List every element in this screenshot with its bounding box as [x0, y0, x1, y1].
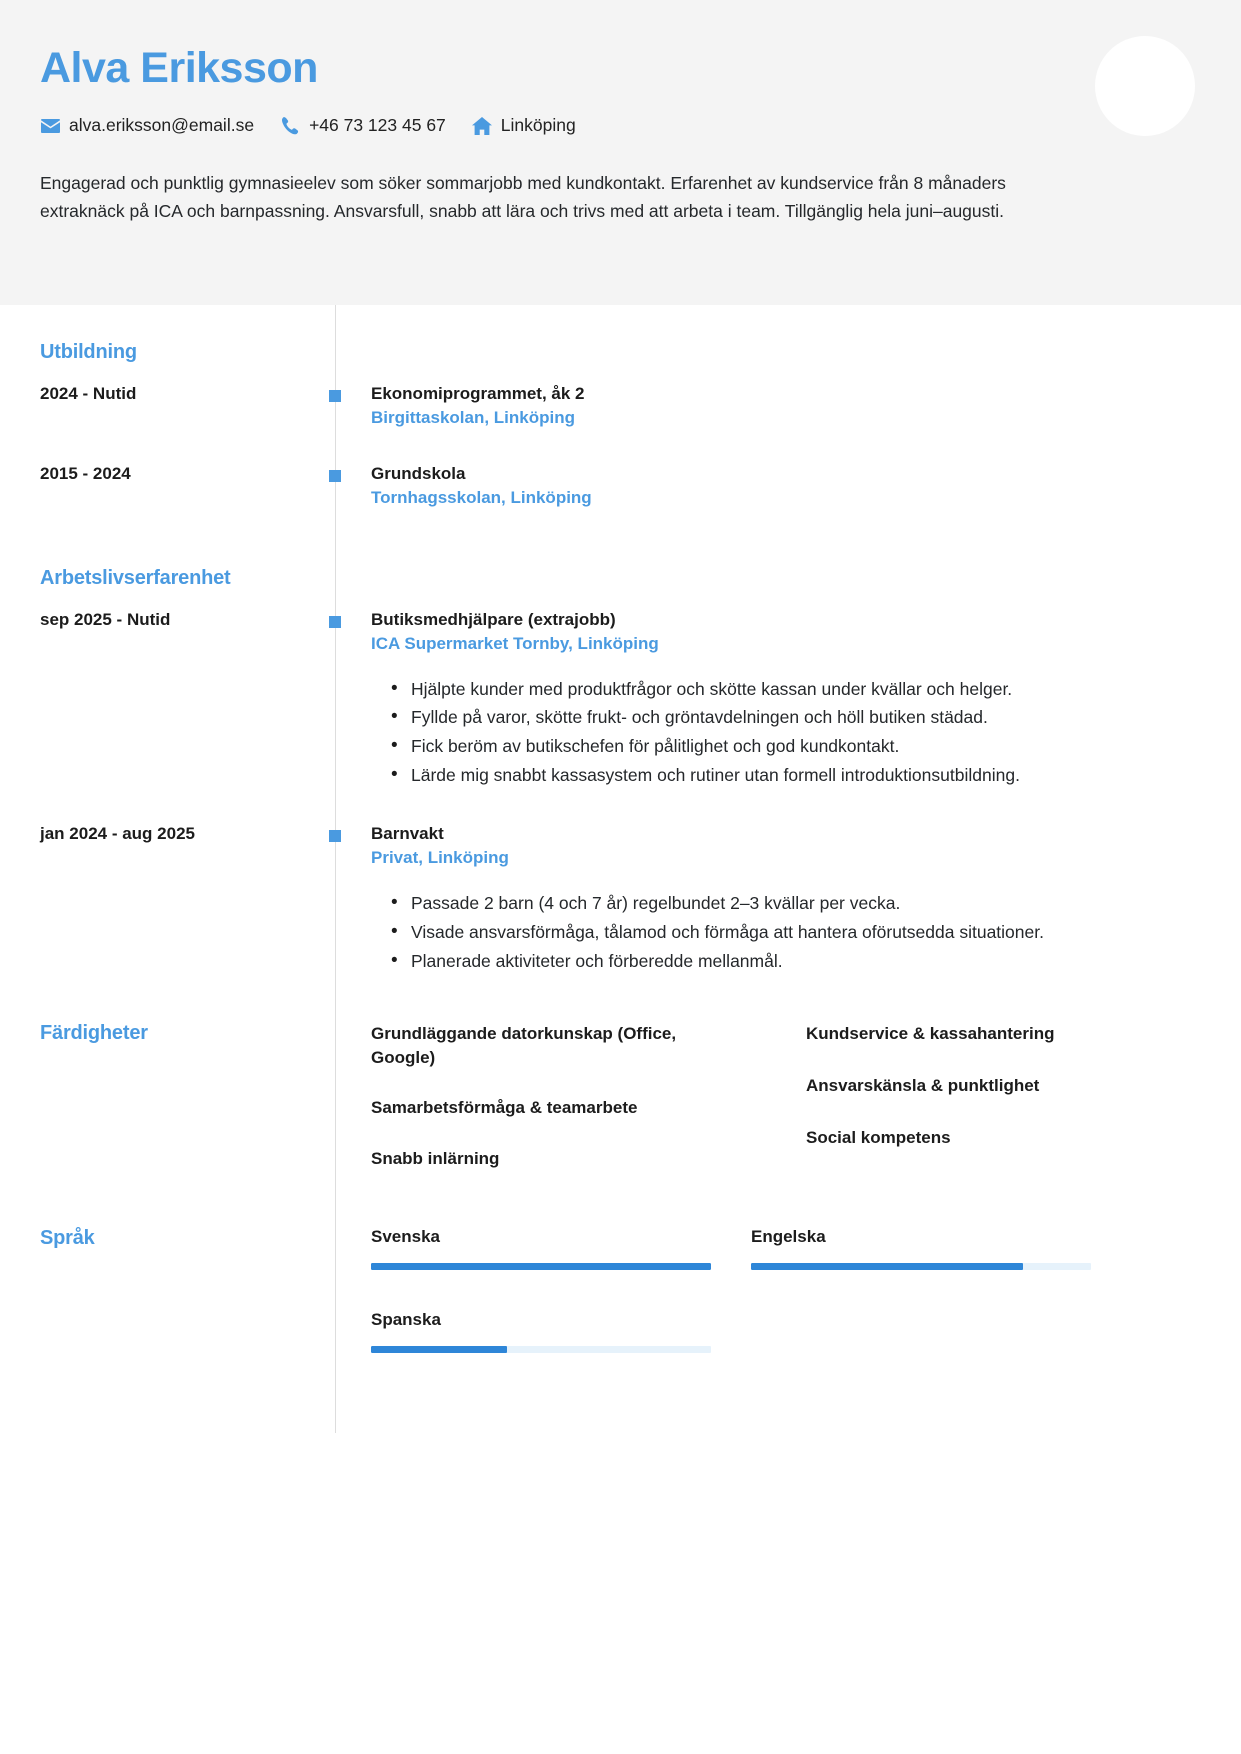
- education-entry: [40, 462, 1201, 510]
- list-item: • Passade 2 barn (4 och 7 år) regelbundet 2–3 kvällar per vecka.: [411, 890, 1201, 917]
- language-name: Engelska: [751, 1226, 826, 1246]
- profile-summary: Engagerad och punktlig gymnasieelev som söker sommarjobb med kundkontakt. Erfarenhet av kundservice från 8 månaders extraknäck på ICA och barnpassning. Ansvarsfull, snabb att lära och trivs med att arbeta i team. Tillgänglig hela juni–augusti.: [40, 173, 1006, 221]
- language-level-fill: [371, 1263, 711, 1270]
- contact-email-value: alva.eriksson@email.se: [69, 115, 255, 136]
- education-entry-school: Tornhagsskolan, Linköping: [371, 488, 592, 508]
- list-item: • Lärde mig snabbt kassasystem och rutiner utan formell introduktionsutbildning.: [411, 762, 1201, 789]
- experience-entry: [40, 608, 1201, 791]
- contact-location-value: Linköping: [500, 115, 576, 136]
- education-entry-school: Birgittaskolan, Linköping: [371, 408, 576, 428]
- education-entry-title: Ekonomiprogrammet, åk 2: [371, 384, 585, 403]
- section-title-languages: Språk: [40, 1226, 95, 1249]
- section-experience: [40, 567, 1201, 590]
- contact-phone-value: +46 73 123 45 67: [309, 115, 446, 136]
- contact-location[interactable]: [472, 115, 576, 136]
- timeline-marker-icon: [329, 616, 341, 628]
- home-icon: [472, 117, 492, 135]
- section-education: [40, 341, 1201, 364]
- experience-entry-title: Butiksmedhjälpare (extrajobb): [371, 609, 616, 629]
- skills-grid: [371, 1022, 1201, 1197]
- skill-item: Grundläggande datorkunskap (Office, Google): [371, 1024, 677, 1068]
- envelope-icon: [40, 117, 60, 135]
- language-item: [751, 1227, 1091, 1270]
- language-level-fill: [751, 1263, 1023, 1270]
- list-item: • Visade ansvarsförmåga, tålamod och förmåga att hantera oförutsedda situationer.: [411, 919, 1201, 946]
- skills-column-b: [806, 1022, 1201, 1197]
- timeline-marker-icon: [329, 390, 341, 402]
- timeline-marker-icon: [329, 830, 341, 842]
- experience-entry-date: jan 2024 - aug 2025: [40, 824, 195, 844]
- languages-column-a: [371, 1227, 711, 1393]
- experience-entry-employer: ICA Supermarket Tornby, Linköping: [371, 633, 659, 653]
- skill-item: Snabb inlärning: [371, 1148, 500, 1168]
- section-title-skills: Färdigheter: [40, 1022, 148, 1045]
- education-entry-title: Grundskola: [371, 464, 466, 484]
- timeline-marker-icon: [329, 470, 341, 482]
- language-item: [371, 1310, 711, 1353]
- education-entry-date: 2024 - Nutid: [40, 384, 137, 403]
- language-name: Spanska: [371, 1309, 441, 1329]
- contact-phone[interactable]: [280, 115, 446, 136]
- contact-email[interactable]: [40, 115, 254, 136]
- language-name: Svenska: [371, 1226, 440, 1246]
- avatar: [1095, 36, 1195, 136]
- list-item: • Planerade aktiviteter och förberedde mellanmål.: [411, 948, 1201, 975]
- skill-item: Samarbetsförmåga & teamarbete: [371, 1098, 638, 1118]
- page-title: Alva Eriksson: [40, 44, 318, 92]
- language-level-track: [371, 1263, 711, 1270]
- experience-bullets: [371, 890, 1201, 974]
- list-item: • Fyllde på varor, skötte frukt- och gröntavdelningen och höll butiken städad.: [411, 704, 1201, 731]
- languages-grid: [371, 1227, 1201, 1393]
- contact-row: [40, 115, 1201, 136]
- experience-bullets: [371, 676, 1201, 788]
- experience-entry-employer: Privat, Linköping: [371, 848, 509, 868]
- section-languages: [40, 1227, 1201, 1393]
- list-item: • Fick beröm av butikschefen för pålitlighet och god kundkontakt.: [411, 733, 1201, 760]
- phone-icon: [280, 117, 300, 135]
- education-entry: [40, 382, 1201, 430]
- experience-entry: [40, 822, 1201, 976]
- language-level-track: [751, 1263, 1091, 1270]
- experience-entry-title: Barnvakt: [371, 824, 444, 844]
- resume-header: [0, 0, 1241, 305]
- skill-item: Social kompetens: [806, 1128, 951, 1148]
- skill-item: Ansvarskänsla & punktlighet: [806, 1076, 1040, 1096]
- language-level-track: [371, 1346, 711, 1353]
- skills-column-a: [371, 1022, 766, 1197]
- language-level-fill: [371, 1346, 507, 1353]
- list-item: • Hjälpte kunder med produktfrågor och skötte kassan under kvällar och helger.: [411, 676, 1201, 703]
- education-entry-date: 2015 - 2024: [40, 464, 131, 484]
- experience-entry-date: sep 2025 - Nutid: [40, 609, 171, 629]
- languages-column-b: [751, 1227, 1091, 1393]
- skill-item: Kundservice & kassahantering: [806, 1024, 1055, 1044]
- language-item: [371, 1227, 711, 1270]
- section-title-experience: Arbetslivserfarenhet: [40, 566, 231, 589]
- section-title-education: Utbildning: [40, 341, 137, 363]
- resume-body: [0, 305, 1241, 1433]
- section-skills: [40, 1022, 1201, 1197]
